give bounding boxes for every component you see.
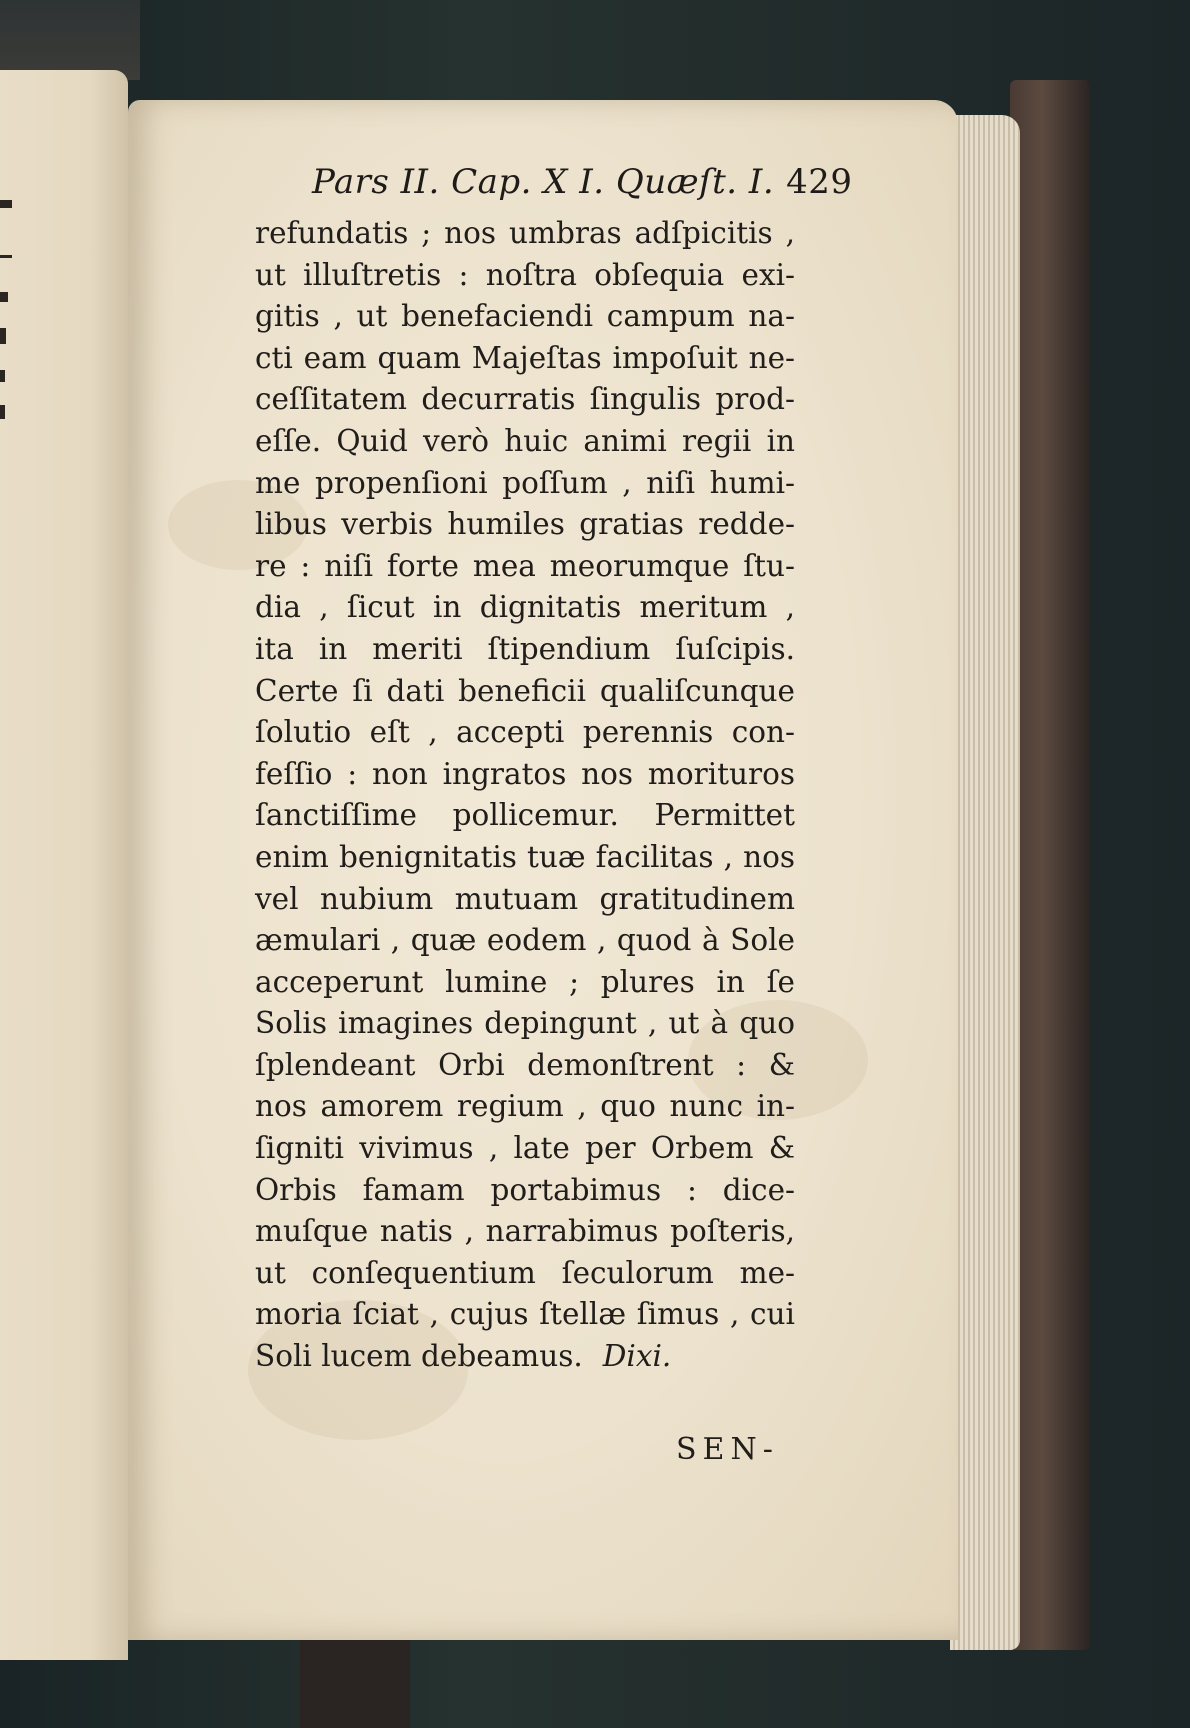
text-line: moria ſciat , cujus ſtellæ ſimus , cui (255, 1297, 795, 1332)
text-line: eſſe. Quid verò huic animi regii in (255, 423, 795, 458)
text-line: ita in meriti ſtipendium ſuſcipis. (255, 631, 795, 666)
text-line: vel nubium mutuam gratitudinem (255, 881, 795, 916)
left-page-letter-fragment (0, 370, 5, 382)
text-line: ſplendeant Orbi demonſtrent : & (255, 1047, 795, 1082)
text-line: cti eam quam Majeſtas impoſuit ne- (255, 340, 795, 375)
text-line: ceſſitatem decurratis ſingulis prod- (255, 382, 795, 417)
text-line: Orbis famam portabimus : dice- (255, 1172, 795, 1207)
left-page-letter-fragment (0, 200, 12, 208)
text-line: refundatis ; nos umbras adſpicitis , (255, 216, 795, 250)
left-facing-page (0, 70, 128, 1660)
binding-top-edge (0, 0, 140, 80)
text-line: æmulari , quæ eodem , quod à Sole (255, 923, 795, 958)
page-number: 429 (786, 162, 853, 202)
page-header (312, 162, 853, 202)
text-line: libus verbis humiles gratias redde- (255, 507, 795, 542)
text-line: re : niſi forte mea meorumque ſtu- (255, 548, 795, 583)
text-line: feſſio : non ingratos nos morituros (255, 756, 795, 791)
left-page-letter-fragment (0, 405, 5, 419)
text-line: gitis , ut benefaciendi campum na- (255, 299, 795, 334)
text-line: dia , ſicut in dignitatis meritum , (255, 590, 795, 625)
text-line: Certe ſi dati beneficii qualiſcunque (255, 673, 795, 708)
running-head: Pars II. Cap. X I. Quæſt. I. (312, 162, 775, 202)
body-text (255, 213, 795, 1378)
final-text-line (255, 1336, 795, 1378)
page-block-edges (950, 115, 1020, 1650)
text-line: acceperunt lumine ; plures in ſe (255, 964, 795, 999)
text-line: nos amorem regium , quo nunc in- (255, 1089, 795, 1124)
closing-word: Dixi. (602, 1339, 672, 1374)
text-line: muſque natis , narrabimus poſteris, (255, 1214, 795, 1249)
text-line: ut illuſtretis : noſtra obſequia exi- (255, 257, 795, 292)
final-line-text: Soli lucem debeamus. (255, 1339, 583, 1374)
binding-right-edge (1010, 80, 1090, 1650)
catchword: SEN- (676, 1432, 779, 1467)
text-line: Solis imagines depingunt , ut à quo (255, 1006, 795, 1041)
text-line: me propenſioni poſſum , niſi humi- (255, 465, 795, 500)
text-line: ſanctiſſime pollicemur. Permittet (255, 798, 795, 833)
left-page-letter-fragment (0, 255, 12, 258)
left-page-letter-fragment (0, 328, 6, 344)
text-line: enim benignitatis tuæ facilitas , nos (255, 839, 795, 874)
left-page-letter-fragment (0, 292, 8, 302)
text-line: ſigniti vivimus , late per Orbem & (255, 1131, 795, 1166)
binding-bottom-edge (300, 1640, 410, 1728)
text-line: ſolutio eſt , accepti perennis con- (255, 715, 795, 750)
text-line: ut conſequentium ſeculorum me- (255, 1255, 795, 1290)
